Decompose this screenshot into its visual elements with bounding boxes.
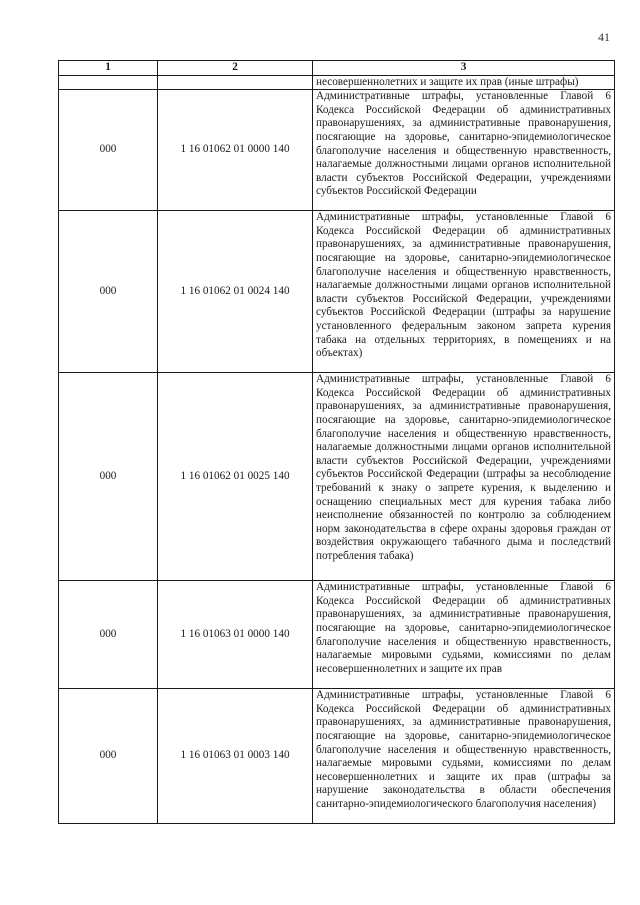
row-code: 000 bbox=[59, 373, 158, 581]
table-row bbox=[59, 373, 615, 581]
row-code: 000 bbox=[59, 90, 158, 211]
continuation-cell-1 bbox=[59, 75, 158, 90]
row-kbk: 1 16 01062 01 0000 140 bbox=[158, 90, 313, 211]
row-kbk: 1 16 01063 01 0003 140 bbox=[158, 689, 313, 824]
row-kbk: 1 16 01062 01 0024 140 bbox=[158, 211, 313, 373]
row-description: Административные штрафы, установленные Главой 6 Кодекса Российской Федерации об административных правонарушениях, за административные правонарушения, посягающие на здоровье, санитарно-эпидемиологическое благополучие населения и общественную нравственность, налагаемые мировыми судьями, комиссиями по делам несовершеннолетних и защите их прав bbox=[313, 581, 615, 689]
table-row bbox=[59, 90, 615, 211]
row-description: Административные штрафы, установленные Главой 6 Кодекса Российской Федерации об административных правонарушениях, за административные правонарушения, посягающие на здоровье, санитарно-эпидемиологическое благополучие населения и общественную нравственность, налагаемые мировыми судьями, комиссиями по делам несовершеннолетних и защите их прав (штрафы за нарушение законодательства в области обеспечения санитарно-эпидемиологического благополучия населения) bbox=[313, 689, 615, 824]
row-description: Административные штрафы, установленные Главой 6 Кодекса Российской Федерации об административных правонарушениях, за административные правонарушения, посягающие на здоровье, санитарно-эпидемиологическое благополучие населения и общественную нравственность, налагаемые должностными лицами органов исполнительной власти субъектов Российской Федерации, учреждениями субъектов Российской Федерации (штрафы за нарушение установленного федеральным законом запрета курения табака на отдельных территориях, в помещениях и на объектах) bbox=[313, 211, 615, 373]
header-col-2: 2 bbox=[158, 61, 313, 76]
table-row bbox=[59, 689, 615, 824]
continuation-row bbox=[59, 75, 615, 90]
table-header-row bbox=[59, 61, 615, 76]
row-description: Административные штрафы, установленные Главой 6 Кодекса Российской Федерации об административных правонарушениях, за административные правонарушения, посягающие на здоровье, санитарно-эпидемиологическое благополучие населения и общественную нравственность, налагаемые должностными лицами органов исполнительной власти субъектов Российской Федерации, учреждениями субъектов Российской Федерации (штрафы за несоблюдение требований к знаку о запрете курения, к выделению и оснащению специальных мест для курения табака либо неисполнение обязанностей по контролю за соблюдением норм законодательства в сфере охраны здоровья граждан от воздействия окружающего табачного дыма и последствий потребления табака) bbox=[313, 373, 615, 581]
page-number: 41 bbox=[598, 30, 610, 44]
continuation-cell-2 bbox=[158, 75, 313, 90]
row-code: 000 bbox=[59, 581, 158, 689]
header-col-3: 3 bbox=[313, 61, 615, 76]
row-code: 000 bbox=[59, 211, 158, 373]
header-col-1: 1 bbox=[59, 61, 158, 76]
row-description: Административные штрафы, установленные Главой 6 Кодекса Российской Федерации об административных правонарушениях, за административные правонарушения, посягающие на здоровье, санитарно-эпидемиологическое благополучие населения и общественную нравственность, налагаемые должностными лицами органов исполнительной власти субъектов Российской Федерации, учреждениями субъектов Российской Федерации bbox=[313, 90, 615, 211]
row-kbk: 1 16 01063 01 0000 140 bbox=[158, 581, 313, 689]
continuation-text: несовершеннолетних и защите их прав (иные штрафы) bbox=[313, 75, 615, 90]
row-kbk: 1 16 01062 01 0025 140 bbox=[158, 373, 313, 581]
table-row bbox=[59, 581, 615, 689]
row-code: 000 bbox=[59, 689, 158, 824]
table-row bbox=[59, 211, 615, 373]
budget-codes-table bbox=[58, 60, 615, 824]
